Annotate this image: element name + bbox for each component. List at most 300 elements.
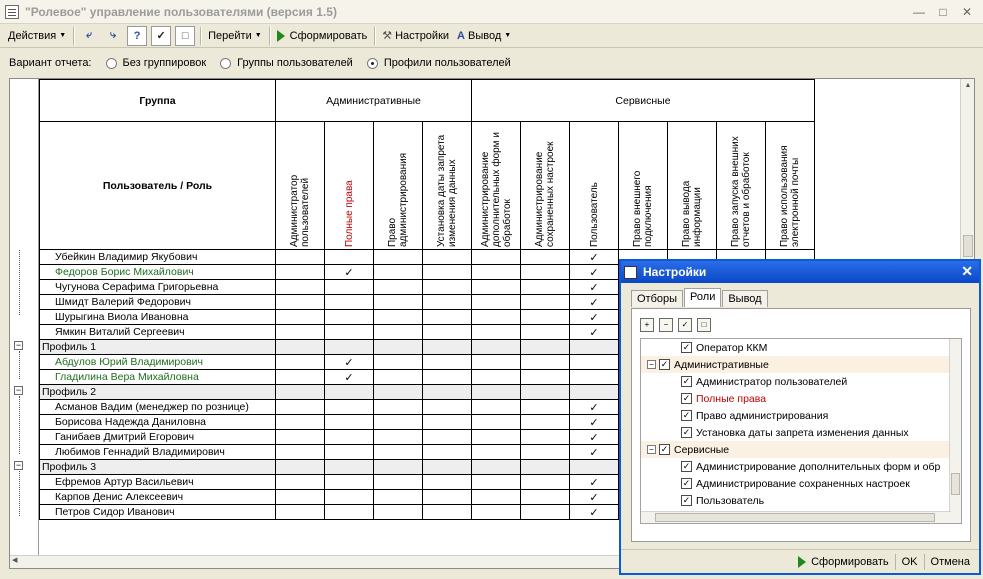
profile-name: Профиль 2 xyxy=(40,385,276,400)
checkmark-icon: ✓ xyxy=(589,446,599,459)
role-cell xyxy=(325,430,374,445)
role-cell xyxy=(472,385,521,400)
user-name: Любимов Геннадий Владимирович xyxy=(40,445,276,460)
role-cell xyxy=(325,475,374,490)
role-cell xyxy=(521,475,570,490)
scroll-up-icon[interactable]: ▲ xyxy=(964,82,972,89)
role-cell xyxy=(570,385,619,400)
variant-label: Вариант отчета: xyxy=(9,57,92,69)
role-cell xyxy=(521,355,570,370)
role-cell xyxy=(521,370,570,385)
role-cell xyxy=(472,445,521,460)
user-name: Федоров Борис Михайлович xyxy=(40,265,276,280)
output-menu[interactable] xyxy=(453,26,515,46)
checkmark-icon: ✓ xyxy=(589,506,599,519)
role-cell xyxy=(423,460,472,475)
role-cell xyxy=(521,280,570,295)
role-cell xyxy=(472,400,521,415)
outline-column xyxy=(10,79,39,568)
roles-tree xyxy=(640,338,962,524)
role-cell xyxy=(472,370,521,385)
role-cell xyxy=(374,460,423,475)
report-variant-row xyxy=(0,52,983,74)
footer-separator xyxy=(895,554,896,570)
output-icon: A xyxy=(457,29,465,42)
user-name: Ганибаев Дмитрий Егорович xyxy=(40,430,276,445)
role-cell xyxy=(325,340,374,355)
role-cell xyxy=(570,430,619,445)
move-down-icon[interactable]: ⤷ xyxy=(110,29,117,41)
uncheck-all-icon[interactable]: □ xyxy=(697,318,711,332)
tree-item[interactable] xyxy=(641,339,951,356)
tree-item-label: Установка даты запрета изменения данных xyxy=(696,426,909,439)
role-cell xyxy=(374,250,423,265)
role-cell xyxy=(276,250,325,265)
role-cell xyxy=(570,505,619,520)
collapse-profile-1-icon[interactable]: − xyxy=(15,340,22,350)
role-cell xyxy=(423,325,472,340)
role-cell xyxy=(521,505,570,520)
role-cell xyxy=(570,460,619,475)
role-cell xyxy=(423,490,472,505)
cancel-button[interactable]: Отмена xyxy=(930,555,970,568)
scroll-thumb[interactable] xyxy=(951,473,960,495)
header-service-group: Сервисные xyxy=(472,80,815,122)
column-header-label: Администрирование сохраненных настроек xyxy=(534,140,556,247)
column-header xyxy=(570,122,619,250)
role-cell xyxy=(472,310,521,325)
column-header-label: Администрирование дополнительных форм и обработок xyxy=(479,131,513,247)
role-cell xyxy=(472,280,521,295)
role-cell xyxy=(276,295,325,310)
role-cell xyxy=(325,370,374,385)
role-cell xyxy=(423,445,472,460)
header-filler xyxy=(815,122,816,250)
goto-menu[interactable] xyxy=(204,26,266,46)
role-cell xyxy=(276,310,325,325)
maximize-icon[interactable]: □ xyxy=(939,5,947,19)
tree-group[interactable] xyxy=(641,356,951,373)
role-checkbox[interactable]: ✓ xyxy=(682,376,691,386)
user-name: Убейкин Владимир Якубович xyxy=(40,250,276,265)
role-cell xyxy=(570,250,619,265)
role-cell xyxy=(472,430,521,445)
tree-item[interactable] xyxy=(641,390,951,407)
role-cell xyxy=(472,340,521,355)
outline-line xyxy=(19,471,20,516)
collapse-icon[interactable]: − xyxy=(647,445,656,454)
generate-button[interactable] xyxy=(273,26,372,46)
actions-menu[interactable] xyxy=(4,26,70,46)
radio-circle xyxy=(220,58,231,69)
role-cell xyxy=(423,295,472,310)
role-cell xyxy=(521,460,570,475)
role-cell xyxy=(374,490,423,505)
checkmark-icon: ✓ xyxy=(589,311,599,324)
column-header-label: Установка даты запрета изменения данных xyxy=(436,134,458,247)
settings-label: Настройки xyxy=(395,29,450,42)
column-header-label: Полные права xyxy=(343,179,355,247)
settings-dialog-icon xyxy=(624,266,637,279)
role-cell xyxy=(521,310,570,325)
role-cell xyxy=(374,445,423,460)
user-name: Гладилина Вера Михайловна xyxy=(40,370,276,385)
tab-filters[interactable]: Отборы xyxy=(631,290,683,307)
role-cell xyxy=(521,250,570,265)
role-cell xyxy=(374,415,423,430)
role-checkbox[interactable]: ✓ xyxy=(682,478,691,488)
role-cell xyxy=(325,265,374,280)
tree-item-label: Пользователь xyxy=(696,494,765,507)
column-header xyxy=(276,122,325,250)
role-cell xyxy=(325,295,374,310)
close-icon[interactable]: ✕ xyxy=(961,5,973,19)
role-cell xyxy=(521,295,570,310)
user-name: Шурыгина Виола Ивановна xyxy=(40,310,276,325)
role-cell xyxy=(374,505,423,520)
dialog-title-bar xyxy=(621,261,979,283)
role-cell xyxy=(423,415,472,430)
footer-separator xyxy=(924,554,925,570)
user-name: Ефремов Артур Васильевич xyxy=(40,475,276,490)
scroll-thumb[interactable] xyxy=(963,235,973,257)
tree-item[interactable] xyxy=(641,424,951,441)
role-cell xyxy=(276,460,325,475)
outline-line xyxy=(19,351,20,379)
role-cell xyxy=(570,415,619,430)
role-cell xyxy=(570,490,619,505)
role-cell xyxy=(521,490,570,505)
role-cell xyxy=(325,460,374,475)
role-cell xyxy=(423,505,472,520)
role-cell xyxy=(276,280,325,295)
role-cell xyxy=(276,370,325,385)
user-name: Петров Сидор Иванович xyxy=(40,505,276,520)
check-all-icon[interactable]: ✓ xyxy=(678,318,692,332)
play-icon xyxy=(798,556,806,568)
header-user-role: Пользователь / Роль xyxy=(40,122,276,250)
user-name: Асманов Вадим (менеджер по рознице) xyxy=(40,400,276,415)
role-cell xyxy=(570,295,619,310)
column-header-label: Право использования электронной почты xyxy=(779,144,801,247)
header-group: Группа xyxy=(40,80,276,122)
role-cell xyxy=(570,280,619,295)
role-cell xyxy=(521,325,570,340)
toolbar xyxy=(0,24,983,48)
role-cell xyxy=(423,250,472,265)
scroll-thumb[interactable] xyxy=(655,513,935,522)
role-cell xyxy=(570,370,619,385)
radio-label: Без группировок xyxy=(122,57,207,69)
role-cell xyxy=(521,400,570,415)
checkmark-icon: ✓ xyxy=(589,416,599,429)
tree-item-label: Администратор пользователей xyxy=(696,375,848,388)
role-cell xyxy=(276,415,325,430)
column-header-label: Администратор пользователей xyxy=(289,174,311,247)
title-bar xyxy=(0,0,983,24)
dropdown-arrow-icon: ▼ xyxy=(254,32,262,39)
window-controls xyxy=(909,3,977,21)
role-cell xyxy=(472,490,521,505)
role-cell xyxy=(276,505,325,520)
user-name: Борисова Надежда Даниловна xyxy=(40,415,276,430)
role-cell xyxy=(570,400,619,415)
role-cell xyxy=(325,490,374,505)
role-cell xyxy=(472,355,521,370)
checkmark-icon: ✓ xyxy=(344,266,354,279)
tree-item[interactable] xyxy=(641,475,951,492)
role-cell xyxy=(325,280,374,295)
roles-toolbar xyxy=(640,318,711,332)
role-cell xyxy=(374,340,423,355)
tree-item[interactable] xyxy=(641,407,951,424)
checkmark-icon: ✓ xyxy=(589,296,599,309)
column-header-label: Право администрирования xyxy=(387,152,409,247)
role-cell xyxy=(374,430,423,445)
help-button[interactable] xyxy=(127,26,147,46)
tree-item[interactable] xyxy=(641,458,951,475)
role-cell xyxy=(276,355,325,370)
checkmark-icon: ✓ xyxy=(589,476,599,489)
checkmark-icon: ✓ xyxy=(589,281,599,294)
role-cell xyxy=(325,385,374,400)
checkmark-icon: ✓ xyxy=(589,266,599,279)
output-label: Вывод xyxy=(467,29,502,42)
play-icon xyxy=(277,30,285,42)
radio-circle xyxy=(367,58,378,69)
role-cell xyxy=(276,475,325,490)
role-cell xyxy=(423,265,472,280)
ok-button[interactable]: OK xyxy=(901,555,918,568)
role-checkbox[interactable]: ✓ xyxy=(660,444,669,454)
window-title: "Ролевое" управление пользователями (версия 1.5) xyxy=(25,4,337,19)
column-header-label: Пользователь xyxy=(588,181,600,247)
user-name: Карпов Денис Алексеевич xyxy=(40,490,276,505)
app-icon xyxy=(5,5,19,19)
role-cell xyxy=(374,355,423,370)
radio-no-grouping[interactable] xyxy=(106,57,207,69)
role-cell xyxy=(570,340,619,355)
role-cell xyxy=(276,445,325,460)
dropdown-arrow-icon: ▼ xyxy=(59,32,67,39)
column-header xyxy=(668,122,717,250)
generate-label: Сформировать xyxy=(289,29,368,42)
role-checkbox[interactable]: ✓ xyxy=(682,393,691,403)
role-cell xyxy=(325,415,374,430)
tree-group[interactable] xyxy=(641,441,951,458)
role-cell xyxy=(570,325,619,340)
minimize-icon[interactable]: — xyxy=(913,5,925,19)
radio-label: Профили пользователей xyxy=(383,57,511,69)
role-cell xyxy=(276,340,325,355)
column-header xyxy=(472,122,521,250)
role-cell xyxy=(472,295,521,310)
role-cell xyxy=(374,295,423,310)
scroll-left-icon[interactable]: ◀ xyxy=(12,557,18,564)
checkmark-icon: ✓ xyxy=(589,431,599,444)
role-cell xyxy=(423,430,472,445)
user-name: Шмидт Валерий Федорович xyxy=(40,295,276,310)
role-cell xyxy=(374,310,423,325)
role-checkbox[interactable]: ✓ xyxy=(682,427,691,437)
role-cell xyxy=(423,280,472,295)
role-checkbox[interactable]: ✓ xyxy=(682,461,691,471)
column-header xyxy=(521,122,570,250)
tab-output[interactable]: Вывод xyxy=(722,290,767,307)
role-cell xyxy=(423,310,472,325)
role-cell xyxy=(472,505,521,520)
settings-dialog xyxy=(619,259,981,575)
dialog-close-icon[interactable]: ✕ xyxy=(961,263,973,279)
outline-line xyxy=(19,250,20,315)
role-cell xyxy=(521,265,570,280)
actions-label: Действия xyxy=(8,29,57,42)
role-cell xyxy=(423,385,472,400)
column-header xyxy=(423,122,472,250)
role-cell xyxy=(276,385,325,400)
tree-item[interactable] xyxy=(641,373,951,390)
column-header xyxy=(325,122,374,250)
role-cell xyxy=(570,445,619,460)
checkmark-icon: ✓ xyxy=(589,326,599,339)
settings-button[interactable] xyxy=(378,26,453,46)
role-cell xyxy=(423,340,472,355)
role-cell xyxy=(472,250,521,265)
toolbar-separator xyxy=(200,27,201,45)
role-cell xyxy=(423,370,472,385)
tree-item[interactable] xyxy=(641,492,951,509)
radio-user-groups[interactable] xyxy=(220,57,353,69)
checkmark-icon: ✓ xyxy=(344,371,354,384)
role-cell xyxy=(423,475,472,490)
tree-item-label: Сервисные xyxy=(674,443,730,456)
user-name: Чугунова Серафима Григорьевна xyxy=(40,280,276,295)
tree-horizontal-scrollbar[interactable] xyxy=(641,511,951,523)
generate-label: Сформировать xyxy=(811,555,889,568)
radio-user-profiles[interactable] xyxy=(367,57,511,69)
outline-line xyxy=(19,396,20,454)
role-cell xyxy=(374,370,423,385)
collapse-all-icon[interactable]: − xyxy=(659,318,673,332)
role-cell xyxy=(325,445,374,460)
role-cell xyxy=(472,415,521,430)
dialog-generate-button[interactable] xyxy=(793,552,894,572)
role-checkbox[interactable]: ✓ xyxy=(682,342,691,352)
profile-name: Профиль 1 xyxy=(40,340,276,355)
role-checkbox[interactable]: ✓ xyxy=(660,359,669,369)
role-cell xyxy=(472,325,521,340)
role-cell xyxy=(276,265,325,280)
uncheck-all-icon[interactable]: □ xyxy=(175,26,195,46)
role-cell xyxy=(570,355,619,370)
toolbar-separator xyxy=(374,27,375,45)
profile-name: Профиль 3 xyxy=(40,460,276,475)
column-header xyxy=(766,122,815,250)
column-header-label: Право внешнего подключения xyxy=(632,170,654,247)
tree-item-label: Право администрирования xyxy=(696,409,829,422)
tools-icon: ⚒ xyxy=(382,30,393,42)
role-cell xyxy=(521,415,570,430)
collapse-profile-3-icon[interactable]: − xyxy=(15,460,22,470)
role-cell xyxy=(374,385,423,400)
column-header xyxy=(374,122,423,250)
role-cell xyxy=(276,430,325,445)
role-cell xyxy=(570,475,619,490)
role-cell xyxy=(325,505,374,520)
check-all-icon[interactable]: ✓ xyxy=(151,26,171,46)
role-cell xyxy=(374,325,423,340)
role-cell xyxy=(374,265,423,280)
role-cell xyxy=(423,400,472,415)
column-header xyxy=(717,122,766,250)
tab-roles[interactable]: Роли xyxy=(684,288,721,307)
user-name: Ямкин Виталий Сергеевич xyxy=(40,325,276,340)
tree-item-label: Административные xyxy=(674,358,769,371)
collapse-icon[interactable]: − xyxy=(647,360,656,369)
dialog-title: Настройки xyxy=(643,265,707,279)
expand-all-icon[interactable]: + xyxy=(640,318,654,332)
role-checkbox[interactable]: ✓ xyxy=(682,410,691,420)
tree-item-label: Полные права xyxy=(696,392,767,405)
role-cell xyxy=(521,430,570,445)
role-cell xyxy=(521,445,570,460)
role-checkbox[interactable]: ✓ xyxy=(682,495,691,505)
role-cell xyxy=(423,355,472,370)
dialog-tabs xyxy=(631,290,769,307)
role-cell xyxy=(374,400,423,415)
tree-item-label: Оператор ККМ xyxy=(696,341,768,354)
role-cell xyxy=(570,310,619,325)
role-cell xyxy=(472,475,521,490)
toolbar-separator xyxy=(73,27,74,45)
column-header xyxy=(619,122,668,250)
radio-circle xyxy=(106,58,117,69)
dialog-footer xyxy=(621,549,979,573)
role-cell xyxy=(325,355,374,370)
role-cell xyxy=(521,340,570,355)
checkmark-icon: ✓ xyxy=(589,251,599,264)
tree-vertical-scrollbar[interactable] xyxy=(949,339,961,523)
tree-item-label: Администрирование сохраненных настроек xyxy=(696,477,910,490)
column-header-label: Право вывода информации xyxy=(681,180,703,247)
checkmark-icon: ✓ xyxy=(344,356,354,369)
move-up-icon[interactable]: ⤶ xyxy=(86,29,93,41)
help-icon: ? xyxy=(133,29,141,42)
goto-label: Перейти xyxy=(208,29,252,42)
tree-item-label: Администрирование дополнительных форм и обр xyxy=(696,460,941,473)
role-cell xyxy=(325,400,374,415)
checkmark-icon: ✓ xyxy=(589,491,599,504)
role-cell xyxy=(472,460,521,475)
user-name: Абдулов Юрий Владимирович xyxy=(40,355,276,370)
role-cell xyxy=(276,400,325,415)
role-cell xyxy=(472,265,521,280)
role-cell xyxy=(374,280,423,295)
role-cell xyxy=(521,385,570,400)
role-cell xyxy=(570,265,619,280)
role-cell xyxy=(276,490,325,505)
role-cell xyxy=(374,475,423,490)
collapse-profile-2-icon[interactable]: − xyxy=(15,385,22,395)
toolbar-separator xyxy=(269,27,270,45)
header-admin-group: Административные xyxy=(276,80,472,122)
role-cell xyxy=(325,250,374,265)
role-cell xyxy=(325,310,374,325)
column-header-label: Право запуска внешних отчетов и обработок xyxy=(730,135,752,247)
radio-label: Группы пользователей xyxy=(237,57,353,69)
checkmark-icon: ✓ xyxy=(589,401,599,414)
role-cell xyxy=(325,325,374,340)
